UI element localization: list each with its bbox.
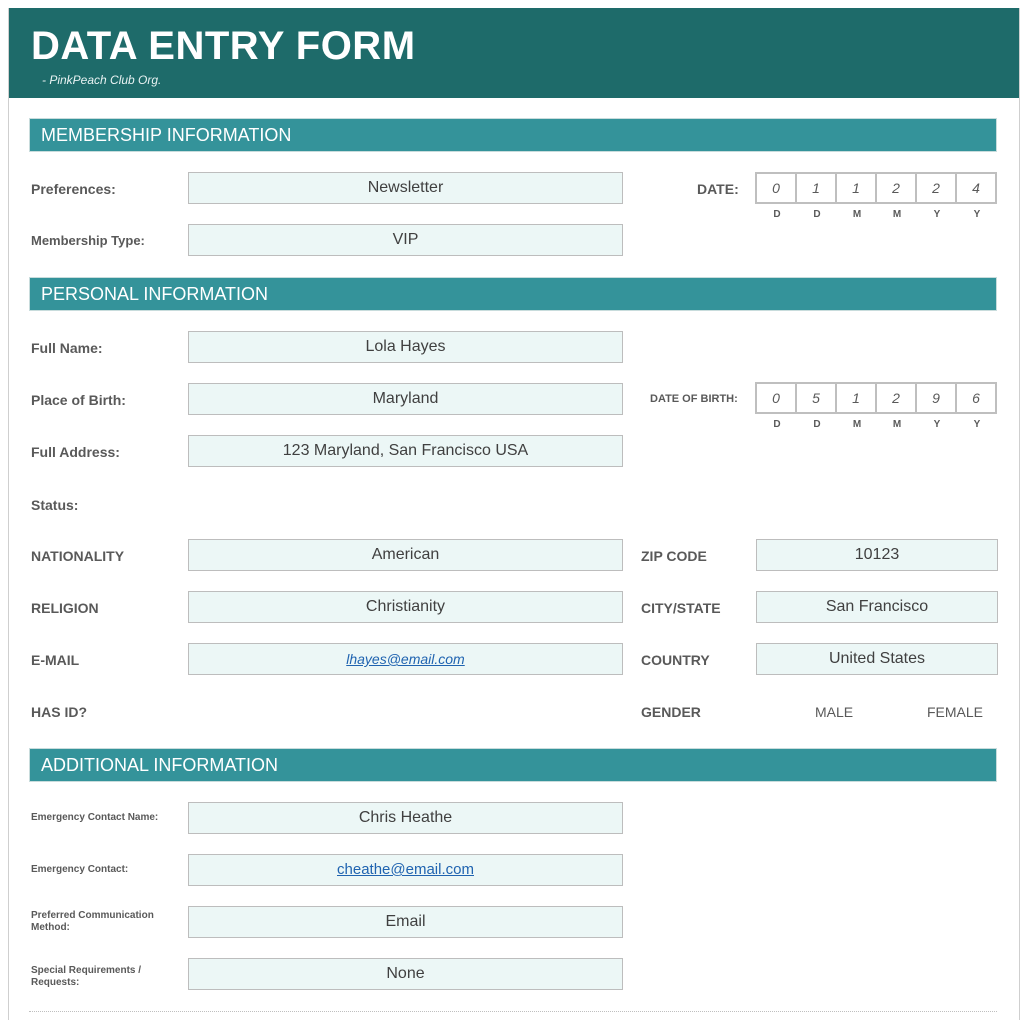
dob-letter: D	[773, 419, 781, 430]
date-digit[interactable]: 1	[797, 174, 837, 202]
dob-letter: M	[892, 419, 902, 430]
date-boxes[interactable]	[755, 172, 997, 204]
form-title: DATA ENTRY FORM	[31, 24, 416, 68]
city-state-label: CITY/STATE	[641, 600, 721, 616]
form-header	[9, 8, 1019, 98]
date-digit[interactable]: 1	[837, 174, 877, 202]
dob-boxes[interactable]	[755, 382, 997, 414]
section-personal: PERSONAL INFORMATION	[29, 277, 997, 311]
dob-letters	[757, 419, 997, 430]
email-label: E-MAIL	[31, 652, 80, 668]
status-label: Status:	[31, 497, 79, 513]
gender-option-male[interactable]: MALE	[815, 704, 854, 720]
date-letters	[757, 209, 997, 220]
date-letter: D	[773, 209, 781, 220]
dob-digit[interactable]: 9	[917, 384, 957, 412]
city-state-field[interactable]: San Francisco	[756, 591, 998, 623]
zip-code-label: ZIP CODE	[641, 548, 707, 564]
dob-letter: M	[852, 419, 862, 430]
form-subtitle: - PinkPeach Club Org.	[42, 73, 162, 87]
religion-label: RELIGION	[31, 600, 99, 616]
dob-letter: Y	[973, 419, 981, 430]
date-letter: D	[813, 209, 821, 220]
date-letter: M	[892, 209, 902, 220]
email-link[interactable]: lhayes@email.com	[346, 651, 465, 667]
form-page	[8, 8, 1020, 1020]
dob-digit[interactable]: 1	[837, 384, 877, 412]
date-digit[interactable]: 4	[972, 180, 980, 196]
dob-letter: D	[813, 419, 821, 430]
dob-digit[interactable]: 0	[757, 384, 797, 412]
email-field[interactable]	[188, 643, 623, 675]
date-label: DATE:	[697, 181, 739, 197]
dob-digit[interactable]: 6	[972, 390, 980, 406]
date-digit[interactable]: 2	[917, 174, 957, 202]
emergency-contact-label: Emergency Contact:	[31, 864, 129, 875]
gender-option-female[interactable]: FEMALE	[927, 704, 984, 720]
special-requirements-label: Special Requirements / Requests:	[31, 965, 142, 988]
zip-code-field[interactable]: 10123	[756, 539, 998, 571]
date-digit[interactable]: 2	[877, 174, 917, 202]
nationality-label: NATIONALITY	[31, 548, 125, 564]
emergency-contact-name-field[interactable]: Chris Heathe	[188, 802, 623, 834]
country-label: COUNTRY	[641, 652, 710, 668]
gender-label: GENDER	[641, 704, 701, 720]
full-address-field[interactable]: 123 Maryland, San Francisco USA	[188, 435, 623, 467]
communication-method-field[interactable]: Email	[188, 906, 623, 938]
religion-field[interactable]: Christianity	[188, 591, 623, 623]
dob-digit[interactable]: 5	[797, 384, 837, 412]
membership-type-label: Membership Type:	[31, 233, 145, 248]
has-id-label: HAS ID?	[31, 704, 87, 720]
dob-label: DATE OF BIRTH:	[650, 393, 738, 405]
full-name-label: Full Name:	[31, 340, 103, 356]
emergency-contact-name-label: Emergency Contact Name:	[31, 812, 159, 823]
preferences-label: Preferences:	[31, 181, 116, 197]
date-letter: M	[852, 209, 862, 220]
date-digit[interactable]: 0	[757, 174, 797, 202]
section-membership: MEMBERSHIP INFORMATION	[29, 118, 997, 152]
special-requirements-field[interactable]: None	[188, 958, 623, 990]
communication-method-label: Preferred Communication Method:	[31, 910, 154, 933]
membership-type-field[interactable]: VIP	[188, 224, 623, 256]
full-name-field[interactable]: Lola Hayes	[188, 331, 623, 363]
preferences-field[interactable]: Newsletter	[188, 172, 623, 204]
date-letter: Y	[973, 209, 981, 220]
divider	[29, 1011, 997, 1012]
nationality-field[interactable]: American	[188, 539, 623, 571]
date-letter: Y	[933, 209, 941, 220]
emergency-contact-field[interactable]	[188, 854, 623, 886]
full-address-label: Full Address:	[31, 444, 120, 460]
place-of-birth-field[interactable]: Maryland	[188, 383, 623, 415]
dob-letter: Y	[933, 419, 941, 430]
country-field[interactable]: United States	[756, 643, 998, 675]
dob-digit[interactable]: 2	[877, 384, 917, 412]
place-of-birth-label: Place of Birth:	[31, 392, 126, 408]
emergency-contact-link[interactable]: cheathe@email.com	[337, 861, 474, 878]
section-additional: ADDITIONAL INFORMATION	[29, 748, 997, 782]
